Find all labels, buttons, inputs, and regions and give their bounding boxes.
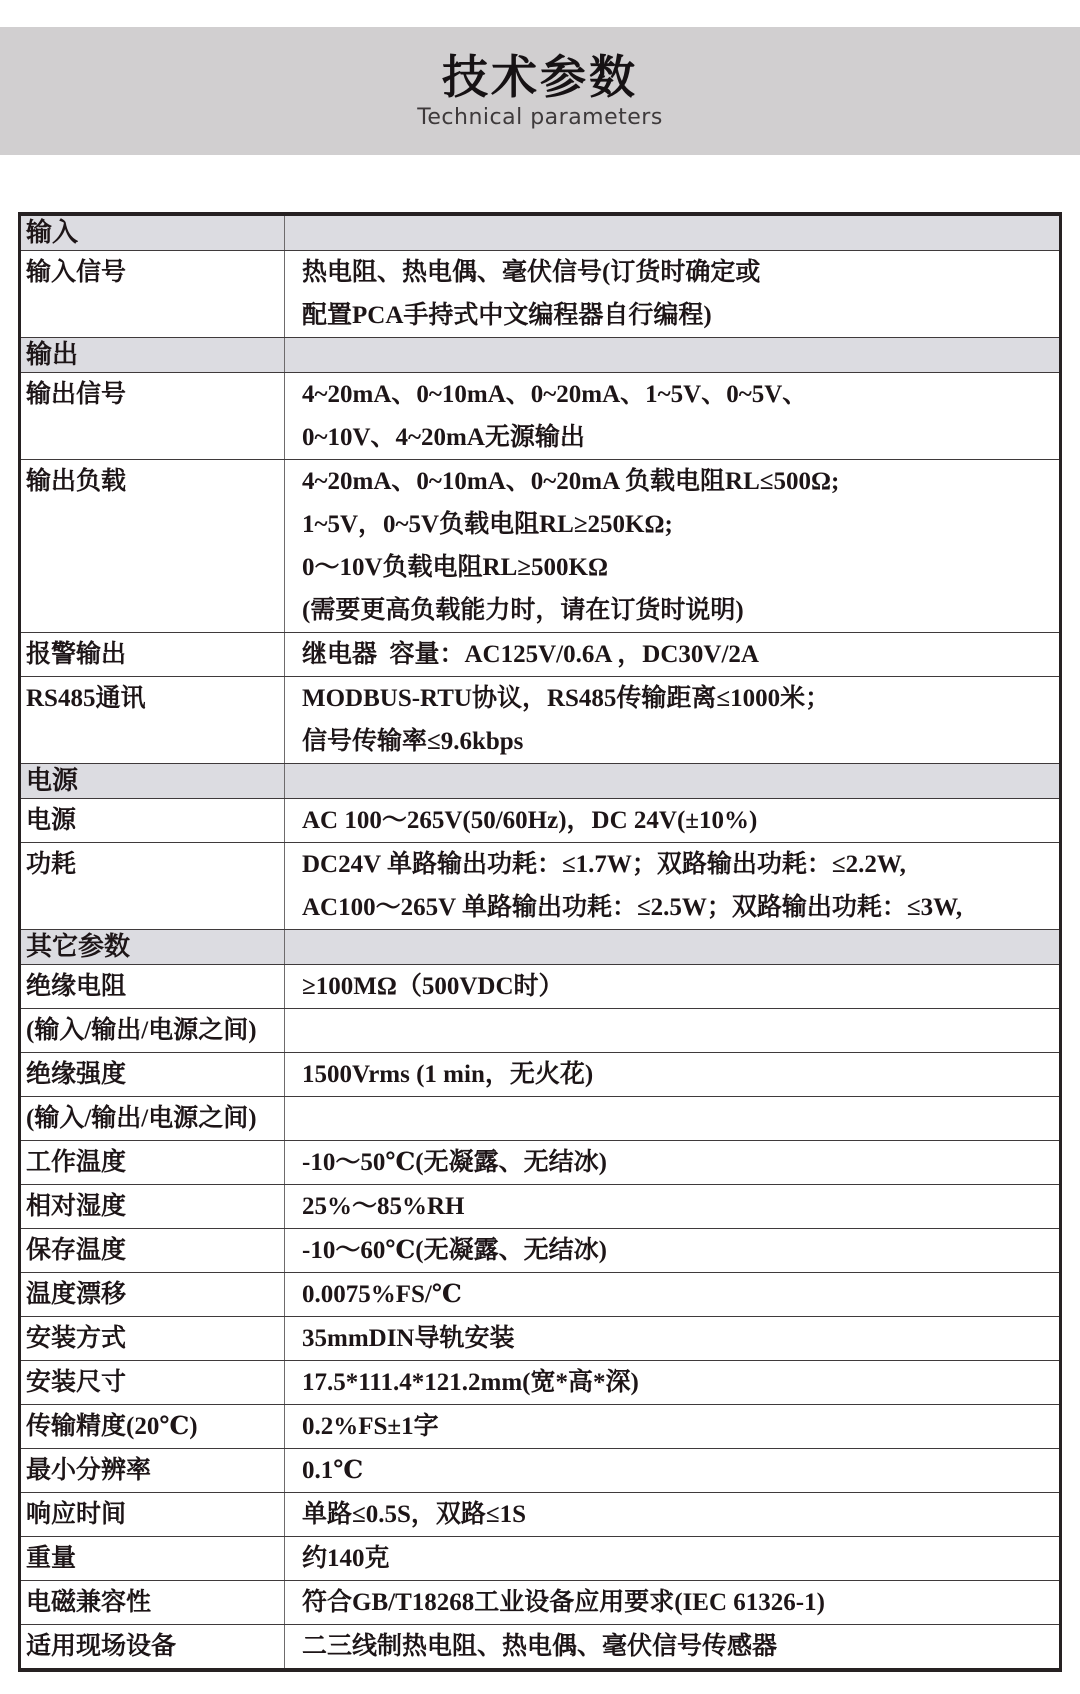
param-value-line: 继电器 容量：AC125V/0.6A ，DC30V/2A xyxy=(302,641,759,668)
table-row xyxy=(21,842,1059,929)
param-value xyxy=(285,965,1059,1008)
param-value-line: 1~5V，0~5V负载电阻RL≥250KΩ; xyxy=(302,511,673,538)
param-value-line: 25%～85%RH xyxy=(302,1193,465,1220)
param-value-line: 单路≤0.5S，双路≤1S xyxy=(302,1501,526,1528)
param-label: 电磁兼容性 xyxy=(21,1581,285,1624)
param-value xyxy=(285,1581,1059,1624)
table-row xyxy=(21,676,1059,763)
table-row xyxy=(21,250,1059,337)
param-value xyxy=(285,843,1059,929)
section-row xyxy=(21,337,1059,372)
param-value-line: 1500Vrms (1 min，无火花) xyxy=(302,1061,594,1088)
table-row xyxy=(21,1052,1059,1096)
table-row xyxy=(21,1536,1059,1580)
param-value xyxy=(285,930,1059,964)
param-label: 安装尺寸 xyxy=(21,1361,285,1404)
param-label: 工作温度 xyxy=(21,1141,285,1184)
param-value-line: AC100～265V 单路输出功耗：≤2.5W；双路输出功耗：≤3W, xyxy=(302,894,963,921)
spec-table xyxy=(18,212,1062,1672)
table-row xyxy=(21,1008,1059,1052)
table-row xyxy=(21,1272,1059,1316)
table-row xyxy=(21,1140,1059,1184)
page-subtitle: Technical parameters xyxy=(417,105,663,131)
param-value xyxy=(285,251,1059,337)
table-row xyxy=(21,1316,1059,1360)
param-label: 重量 xyxy=(21,1537,285,1580)
section-row xyxy=(21,216,1059,250)
param-label: 相对湿度 xyxy=(21,1185,285,1228)
param-label: 输出信号 xyxy=(21,373,285,459)
param-value-line: (需要更高负载能力时，请在订货时说明) xyxy=(302,597,744,624)
table-row xyxy=(21,1184,1059,1228)
section-row xyxy=(21,763,1059,798)
section-label: 输出 xyxy=(21,338,285,372)
table-row xyxy=(21,1228,1059,1272)
section-label: 电源 xyxy=(21,764,285,798)
param-value xyxy=(285,1141,1059,1184)
param-value xyxy=(285,1229,1059,1272)
param-value xyxy=(285,1537,1059,1580)
param-value-line: MODBUS-RTU协议，RS485传输距离≤1000米； xyxy=(302,685,831,712)
param-value xyxy=(285,460,1059,632)
section-label: 其它参数 xyxy=(21,930,285,964)
table-row xyxy=(21,1360,1059,1404)
param-value xyxy=(285,764,1059,798)
param-value-line: 0～10V负载电阻RL≥500KΩ xyxy=(302,554,608,581)
param-value xyxy=(285,1493,1059,1536)
param-value xyxy=(285,373,1059,459)
table-row xyxy=(21,1096,1059,1140)
param-value xyxy=(285,216,1059,250)
param-value-line: 35mmDIN导轨安装 xyxy=(302,1325,515,1352)
table-row xyxy=(21,372,1059,459)
param-label: 电源 xyxy=(21,799,285,842)
param-value-line: 0.1℃ xyxy=(302,1457,364,1484)
param-label: 保存温度 xyxy=(21,1229,285,1272)
param-label: RS485通讯 xyxy=(21,677,285,763)
param-value xyxy=(285,1625,1059,1668)
param-label: 温度漂移 xyxy=(21,1273,285,1316)
param-value xyxy=(285,1009,1059,1052)
param-value-line: 0.2%FS±1字 xyxy=(302,1413,439,1440)
param-value-line: DC24V 单路输出功耗：≤1.7W；双路输出功耗：≤2.2W, xyxy=(302,851,906,878)
param-value-line: 4~20mA、0~10mA、0~20mA 负载电阻RL≤500Ω; xyxy=(302,468,840,495)
table-row xyxy=(21,964,1059,1008)
param-value-line: 符合GB/T18268工业设备应用要求(IEC 61326-1) xyxy=(302,1589,825,1616)
param-value-line: -10～60℃(无凝露、无结冰) xyxy=(302,1237,607,1264)
param-value xyxy=(285,1185,1059,1228)
param-value-line: 配置PCA手持式中文编程器自行编程) xyxy=(302,302,712,329)
param-value xyxy=(285,1273,1059,1316)
param-label: 安装方式 xyxy=(21,1317,285,1360)
param-value xyxy=(285,338,1059,372)
param-value-line: 热电阻、热电偶、毫伏信号(订货时确定或 xyxy=(302,259,761,286)
param-label: 输出负载 xyxy=(21,460,285,632)
param-value-line: 信号传输率≤9.6kbps xyxy=(302,728,524,755)
param-value-line: ≥100MΩ（500VDC时） xyxy=(302,973,564,1000)
param-value-line: -10～50℃(无凝露、无结冰) xyxy=(302,1149,607,1176)
param-value xyxy=(285,1317,1059,1360)
param-value xyxy=(285,799,1059,842)
table-row xyxy=(21,1404,1059,1448)
param-value-line: AC 100～265V(50/60Hz)，DC 24V(±10%) xyxy=(302,807,758,834)
param-value-line: 4~20mA、0~10mA、0~20mA、1~5V、0~5V、 xyxy=(302,381,808,408)
table-row xyxy=(21,459,1059,632)
param-value-line: 0~10V、4~20mA无源输出 xyxy=(302,424,585,451)
param-label: 响应时间 xyxy=(21,1493,285,1536)
param-label: 绝缘强度 xyxy=(21,1053,285,1096)
param-label: (输入/输出/电源之间) xyxy=(21,1097,285,1140)
param-label: (输入/输出/电源之间) xyxy=(21,1009,285,1052)
section-row xyxy=(21,929,1059,964)
param-value xyxy=(285,677,1059,763)
section-label: 输入 xyxy=(21,216,285,250)
param-label: 最小分辨率 xyxy=(21,1449,285,1492)
param-label: 功耗 xyxy=(21,843,285,929)
page-title: 技术参数 xyxy=(442,49,638,104)
table-row xyxy=(21,1492,1059,1536)
param-value xyxy=(285,1361,1059,1404)
param-value-line: 二三线制热电阻、热电偶、毫伏信号传感器 xyxy=(302,1633,778,1660)
table-row xyxy=(21,1580,1059,1624)
param-label: 适用现场设备 xyxy=(21,1625,285,1668)
param-value xyxy=(285,1405,1059,1448)
param-value-line: 约140克 xyxy=(302,1545,390,1572)
table-row xyxy=(21,632,1059,676)
param-label: 绝缘电阻 xyxy=(21,965,285,1008)
param-value-line: 17.5*111.4*121.2mm(宽*高*深) xyxy=(302,1369,639,1396)
param-label: 传输精度(20℃) xyxy=(21,1405,285,1448)
param-label: 报警输出 xyxy=(21,633,285,676)
table-row xyxy=(21,1448,1059,1492)
title-banner xyxy=(0,27,1080,155)
param-value xyxy=(285,633,1059,676)
table-row xyxy=(21,1624,1059,1668)
table-row xyxy=(21,798,1059,842)
param-value xyxy=(285,1053,1059,1096)
param-label: 输入信号 xyxy=(21,251,285,337)
param-value xyxy=(285,1449,1059,1492)
param-value-line: 0.0075%FS/℃ xyxy=(302,1281,462,1308)
param-value xyxy=(285,1097,1059,1140)
